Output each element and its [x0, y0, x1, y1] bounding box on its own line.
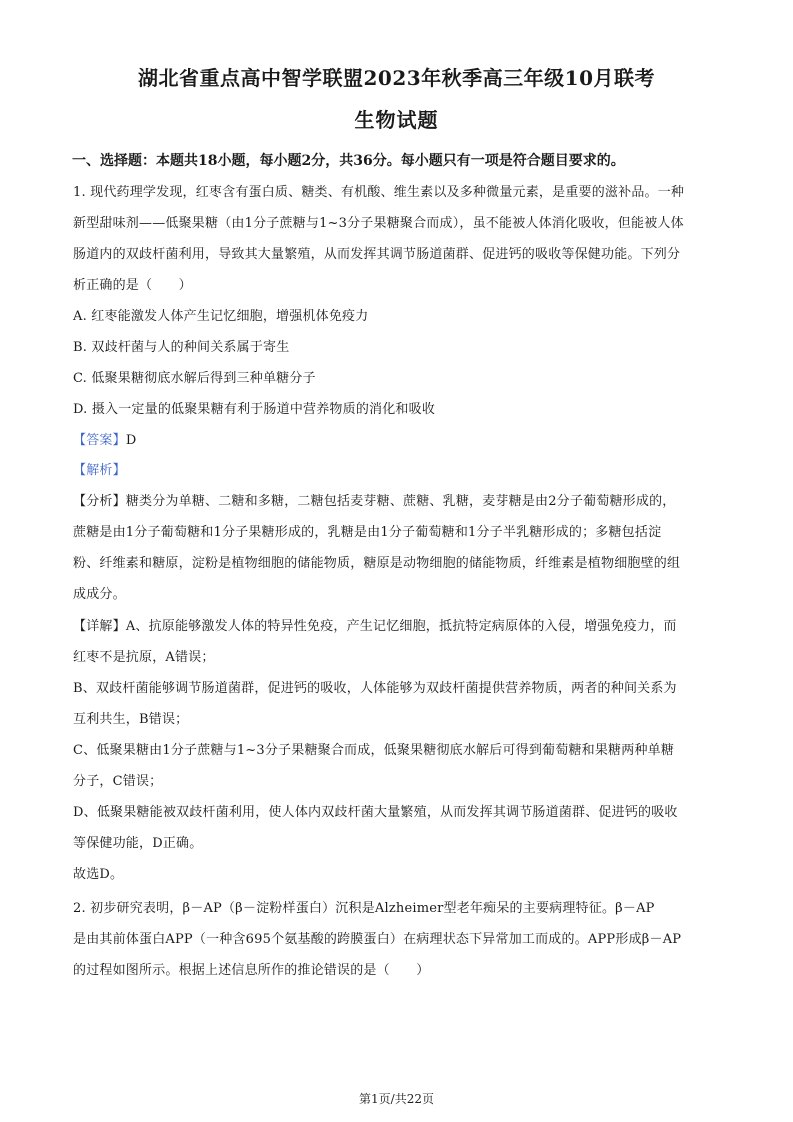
- q1-answer: [73, 432, 733, 450]
- q1-detail-line: B、双歧杆菌能够调节肠道菌群，促进钙的吸收，人体能够为双歧杆菌提供营养物质，两者的种间关系为: [73, 681, 677, 696]
- q1-analysis-line: [73, 493, 733, 511]
- q1-conclusion: 故选D。: [73, 867, 124, 882]
- document-title: 湖北省重点高中智学联盟2023年秋季高三年级10月联考: [138, 66, 655, 90]
- q2-stem-line: 的过程如图所示。根据上述信息所作的推论错误的是（ ）: [73, 963, 430, 978]
- q1-detail-line: 等保健功能，D正确。: [73, 836, 203, 851]
- q1-option-a: A. 红枣能激发人体产生记忆细胞，增强机体免疫力: [73, 309, 369, 324]
- q1-analysis-line: 粉、纤维素和糖原，淀粉是植物细胞的储能物质，糖原是动物细胞的储能物质，纤维素是植物细胞壁的组: [73, 556, 681, 571]
- q1-analysis-tag: [73, 462, 733, 480]
- q1-detail-line: [73, 618, 733, 636]
- section-heading: 一、选择题：本题共18小题，每小题2分，共36分。每小题只有一项是符合题目要求的。: [72, 153, 625, 169]
- analysis-tag: 【解析】: [73, 463, 126, 478]
- q1-detail-line: C、低聚果糖由1分子蔗糖与1~3分子果糖聚合而成，低聚果糖彻底水解后可得到葡萄糖和果糖两种单糖: [73, 743, 675, 758]
- q1-detail-line: 红枣不是抗原，A错误；: [73, 650, 215, 665]
- q2-stem-line: 是由其前体蛋白APP（一种含695个氨基酸的跨膜蛋白）在病理状态下异常加工而成的。APP形成β－AP: [73, 932, 682, 947]
- q1-detail-line: 互利共生，B错误；: [73, 712, 189, 727]
- q1-stem-line: 新型甜味剂——低聚果糖（由1分子蔗糖与1~3分子果糖聚合而成），虽不能被人体消化吸收，但能被人体: [73, 216, 684, 231]
- q2-stem-line: 2. 初步研究表明，β－AP（β－淀粉样蛋白）沉积是Alzheimer型老年痴呆的主要病理特征。β－AP: [73, 901, 655, 916]
- detail-text: A、抗原能够激发人体的特异性免疫，产生记忆细胞，抵抗特定病原体的入侵，增强免疫力，而: [125, 619, 677, 634]
- q1-detail-line: D、低聚果糖能被双歧杆菌利用，使人体内双歧杆菌大量繁殖，从而发挥其调节肠道菌群、促进钙的吸收: [73, 805, 678, 820]
- analysis-text: 糖类分为单糖、二糖和多糖，二糖包括麦芽糖、蔗糖、乳糖，麦芽糖是由2分子葡萄糖形成的，: [125, 494, 676, 509]
- q1-stem-line: 1. 现代药理学发现，红枣含有蛋白质、糖类、有机酸、维生素以及多种微量元素，是重要的滋补品。一种: [73, 185, 685, 200]
- page-number: 第1页/共22页: [359, 1092, 434, 1106]
- q1-detail-line: 分子，C错误；: [73, 774, 163, 789]
- document-subtitle: 生物试题: [354, 108, 439, 132]
- q1-stem-line: 肠道内的双歧杆菌利用，导致其大量繁殖，从而发挥其调节肠道菌群、促进钙的吸收等保健功能。下列分: [73, 247, 681, 262]
- q1-analysis-line: 成成分。: [73, 587, 126, 602]
- q1-analysis-line: 蔗糖是由1分子葡萄糖和1分子果糖形成的，乳糖是由1分子葡萄糖和1分子半乳糖形成的；多糖包括淀: [73, 525, 662, 540]
- analysis-label: 【分析】: [73, 494, 126, 509]
- q1-option-c: C. 低聚果糖彻底水解后得到三种单糖分子: [73, 371, 316, 386]
- answer-value: D: [125, 433, 137, 448]
- answer-tag: 【答案】: [73, 433, 126, 448]
- q1-stem-line: 析正确的是（ ）: [73, 278, 192, 293]
- q1-option-d: D. 摄入一定量的低聚果糖有利于肠道中营养物质的消化和吸收: [73, 402, 436, 417]
- q1-option-b: B. 双歧杆菌与人的种间关系属于寄生: [73, 340, 290, 355]
- detail-label: 【详解】: [73, 619, 126, 634]
